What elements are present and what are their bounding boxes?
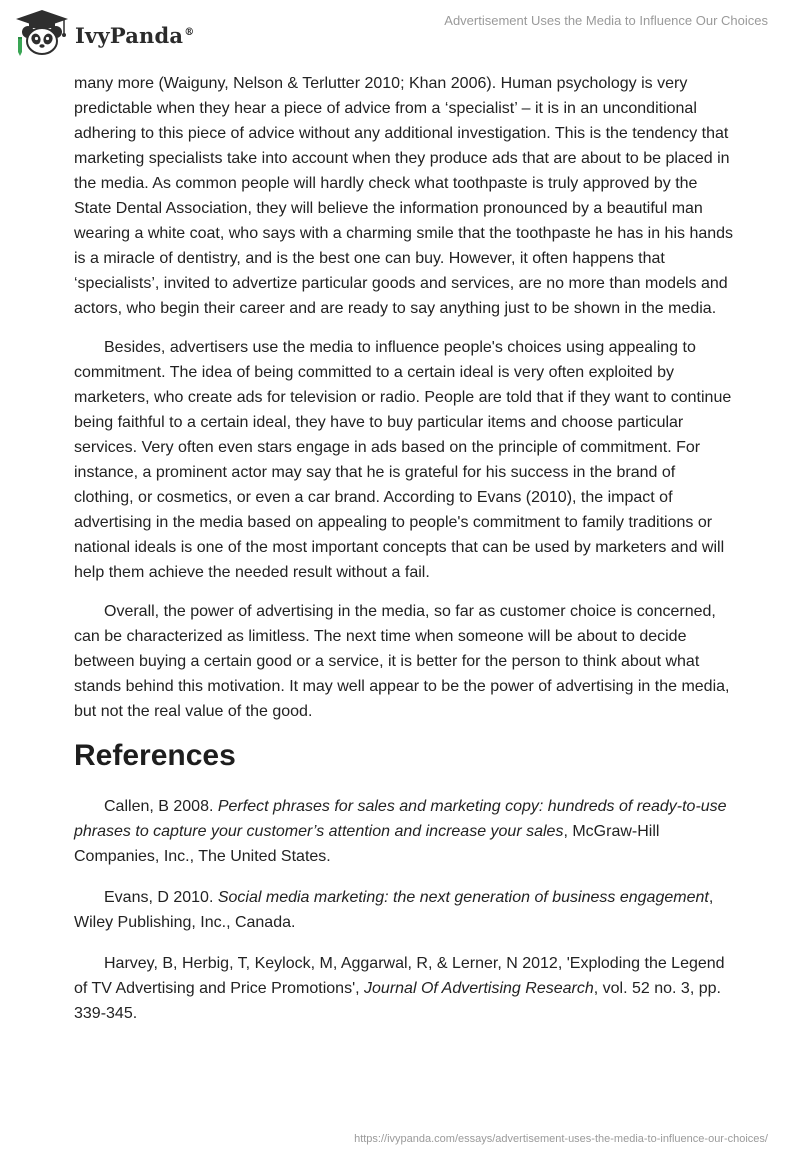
essay-content — [74, 71, 734, 1042]
brand-name: IvyPanda® — [75, 22, 195, 48]
references-heading: References — [74, 739, 236, 772]
reference-author: Evans, D 2010. — [104, 889, 218, 906]
reference-author: Harvey, B, Herbig, T, Keylock, M, Aggarwal, R, & Lerner, N 2012, 'Exploding the Legend of TV Advertising and Price Promotions', — [74, 955, 725, 997]
body-paragraph: many more (Waiguny, Nelson & Terlutter 2010; Khan 2006). Human psychology is very predictable when they hear a piece of advice from a ‘specialist’ – it is in an unconditional adhering to this piece of advice without any additional investigation. This is the tendency that marketing specialists take into account when they produce ads that are about to be placed in the media. As common people will hardly check what toothpaste is truly approved by the State Dental Association, they will believe the information pronounced by a beautiful man wearing a white coat, who says with a charming smile that the toothpaste he has in his hands is a miracle of dentistry, and is the best one can buy. However, it often happens that ‘specialists’, invited to advertize particular goods and services, are no more than models and actors, who begin their career and are ready to say anything just to be shown in the media. — [74, 75, 734, 317]
reference-publisher: , McGraw-Hill Companies, Inc., The United States. — [74, 823, 660, 865]
brand-logo[interactable] — [12, 8, 194, 58]
reference-author: Callen, B 2008. — [104, 798, 218, 815]
reference-item — [74, 794, 734, 869]
document-title: Advertisement Uses the Media to Influence Our Choices — [444, 13, 768, 28]
panda-logo-icon — [12, 8, 72, 58]
reference-item — [74, 885, 734, 935]
reference-item — [74, 951, 734, 1026]
body-paragraph: Besides, advertisers use the media to influence people's choices using appealing to commitment. The idea of being committed to a certain ideal is very often exploited by marketers, who create ads for television or radio. People are told that if they want to continue being faithful to a certain ideal, they have to buy particular items and choose particular services. Very often even stars engage in ads based on the principle of commitment. For instance, a prominent actor may say that he is grateful for his success in the brand of clothing, or cosmetics, or even a car brand. According to Evans (2010), the impact of advertising in the media based on appealing to people's commitment to family traditions or national ideals is one of the most important concepts that can be used by marketers and will help them achieve the needed result without a fail. — [74, 339, 732, 581]
brand-registered-mark: ® — [184, 26, 195, 38]
reference-publisher: , vol. 52 no. 3, pp. 339-345. — [74, 980, 721, 1022]
reference-publisher: , Wiley Publishing, Inc., Canada. — [74, 889, 714, 931]
reference-title: Perfect phrases for sales and marketing copy: hundreds of ready-to-use phrases to capture your customer’s attention and increase your sales — [74, 798, 727, 840]
page-header — [0, 0, 800, 70]
reference-title: Journal Of Advertising Research — [364, 980, 594, 997]
reference-title: Social media marketing: the next generation of business engagement — [217, 889, 709, 906]
source-url-link[interactable]: https://ivypanda.com/essays/advertisement-uses-the-media-to-influence-our-choices/ — [354, 1133, 768, 1145]
body-paragraph: Overall, the power of advertising in the media, so far as customer choice is concerned, can be characterized as limitless. The next time when someone will be about to decide between buying a certain good or a service, it is better for the person to think about what stands behind this motivation. It may well appear to be the power of advertising in the media, but not the real value of the good. — [74, 603, 730, 720]
